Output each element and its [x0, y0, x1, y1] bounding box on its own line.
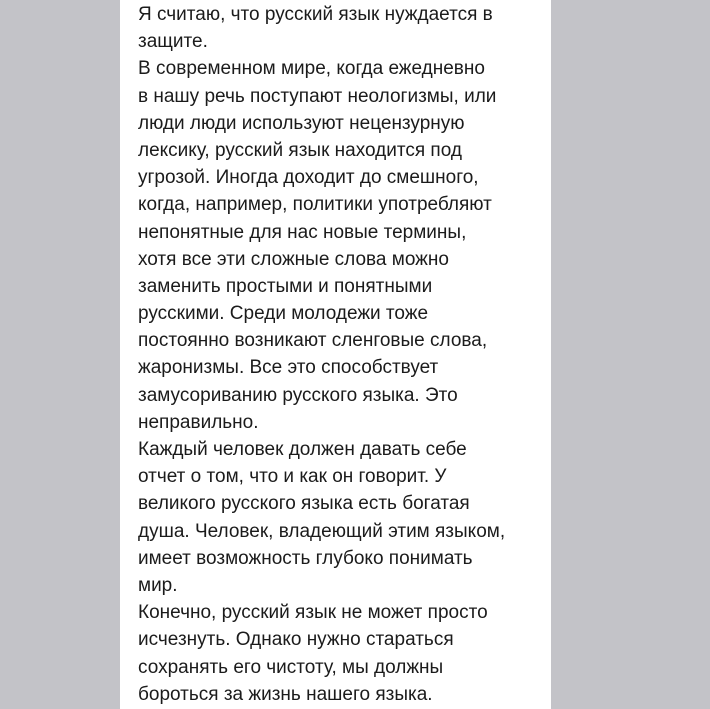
text-line: великого русского языка есть богатая	[138, 493, 470, 515]
text-line: Каждый человек должен давать себе	[138, 439, 467, 460]
text-line: угрозой. Иногда доходит до смешного,	[138, 167, 479, 189]
text-line: непонятные для нас новые термины,	[138, 221, 467, 243]
text-line: защите.	[138, 31, 208, 53]
text-line: постоянно возникают сленговые слова,	[138, 330, 488, 352]
text-line: бороться за жизнь нашего языка.	[138, 683, 433, 705]
text-line: заменить простыми и понятными	[138, 275, 433, 297]
text-line: Конечно, русский язык не может просто	[138, 602, 488, 624]
text-line: В современном мире, когда ежедневно	[138, 58, 485, 80]
essay-text	[138, 1, 543, 708]
text-line: хотя все эти сложные слова можно	[138, 248, 449, 270]
text-line: в нашу речь поступают неологизмы, или	[138, 85, 497, 107]
text-line: жаронизмы. Все это способствует	[138, 357, 439, 379]
text-line: лексику, русский язык находится под	[138, 139, 462, 161]
text-line: имеет возможность глубоко понимать	[138, 547, 473, 569]
text-line: сохранять его чистоту, мы должны	[138, 656, 444, 678]
text-line: когда, например, политики употребляют	[138, 194, 492, 216]
text-line: замусориванию русского языка. Это	[138, 384, 458, 406]
text-line: неправильно.	[138, 411, 259, 433]
text-line: душа. Человек, владеющий этим языком,	[138, 520, 506, 542]
text-line: отчет о том, что и как он говорит. У	[138, 466, 447, 488]
text-line: люди люди используют нецензурную	[138, 112, 465, 134]
text-line: Я считаю, что русский язык нуждается в	[138, 4, 493, 25]
text-line: мир.	[138, 574, 178, 596]
text-line: русскими. Среди молодежи тоже	[138, 303, 429, 325]
text-line: исчезнуть. Однако нужно стараться	[138, 629, 454, 651]
